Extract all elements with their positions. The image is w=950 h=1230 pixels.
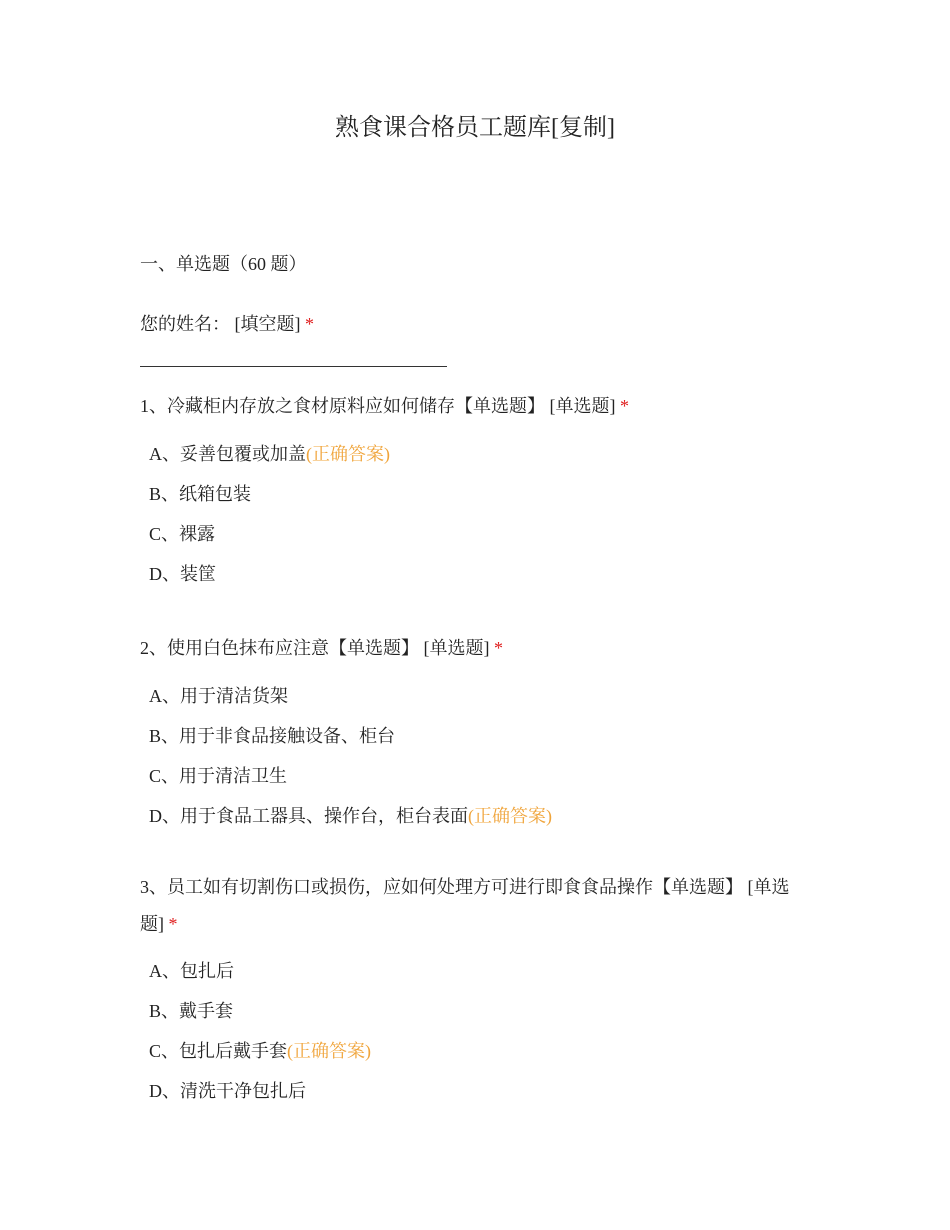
question-3-options	[140, 951, 810, 1111]
option-text: B、用于非食品接触设备、柜台	[149, 726, 396, 746]
question-stem: 1、冷藏柜内存放之食材原料应如何储存【单选题】	[140, 396, 545, 416]
option-d	[140, 796, 810, 836]
correct-answer-note: (正确答案)	[306, 444, 390, 464]
option-text: A、用于清洁货架	[149, 686, 288, 706]
option-text: A、妥善包覆或加盖	[149, 444, 306, 464]
option-text: D、用于食品工器具、操作台，柜台表面	[149, 806, 468, 826]
option-text: D、装筐	[149, 564, 216, 584]
required-mark: *	[620, 396, 629, 416]
question-1-options	[140, 434, 810, 594]
option-c	[140, 514, 810, 554]
section-heading: 一、单选题（60 题）	[140, 254, 307, 274]
question-stem: 2、使用白色抹布应注意【单选题】	[140, 638, 419, 658]
option-b	[140, 991, 810, 1031]
question-1-text	[140, 388, 810, 425]
name-question-label: 您的姓名：	[140, 314, 230, 334]
option-d	[140, 554, 810, 594]
option-a	[140, 951, 810, 991]
option-text: C、裸露	[149, 524, 216, 544]
option-text: D、清洗干净包扎后	[149, 1081, 306, 1101]
question-stem: 3、员工如有切割伤口或损伤，应如何处理方可进行即食食品操作【单选题】	[140, 877, 743, 897]
page-title: 熟食课合格员工题库[复制]	[335, 115, 615, 141]
option-text: B、纸箱包装	[149, 484, 252, 504]
question-type: [单选题]	[140, 877, 790, 934]
question-2-text	[140, 630, 810, 667]
required-mark: *	[168, 914, 178, 934]
option-c	[140, 756, 810, 796]
required-mark: *	[494, 638, 503, 658]
option-d	[140, 1071, 810, 1111]
correct-answer-note: (正确答案)	[468, 806, 552, 826]
option-text: A、包扎后	[149, 961, 234, 981]
option-b	[140, 474, 810, 514]
correct-answer-note: (正确答案)	[287, 1041, 372, 1061]
question-2-options	[140, 676, 810, 836]
option-text: C、用于清洁卫生	[149, 766, 288, 786]
name-answer-line	[140, 366, 447, 367]
option-text: B、戴手套	[149, 1001, 234, 1021]
question-3-text	[140, 869, 810, 943]
option-a	[140, 676, 810, 716]
question-1	[140, 388, 810, 594]
question-type: [单选题]	[423, 638, 490, 658]
question-type: [单选题]	[549, 396, 616, 416]
option-b	[140, 716, 810, 756]
name-question	[140, 310, 314, 338]
option-c	[140, 1031, 810, 1071]
name-question-type: [填空题]	[234, 314, 301, 334]
option-text: C、包扎后戴手套	[149, 1041, 288, 1061]
question-2	[140, 630, 810, 836]
required-mark: *	[305, 314, 314, 334]
option-a	[140, 434, 810, 474]
question-3	[140, 869, 810, 1111]
